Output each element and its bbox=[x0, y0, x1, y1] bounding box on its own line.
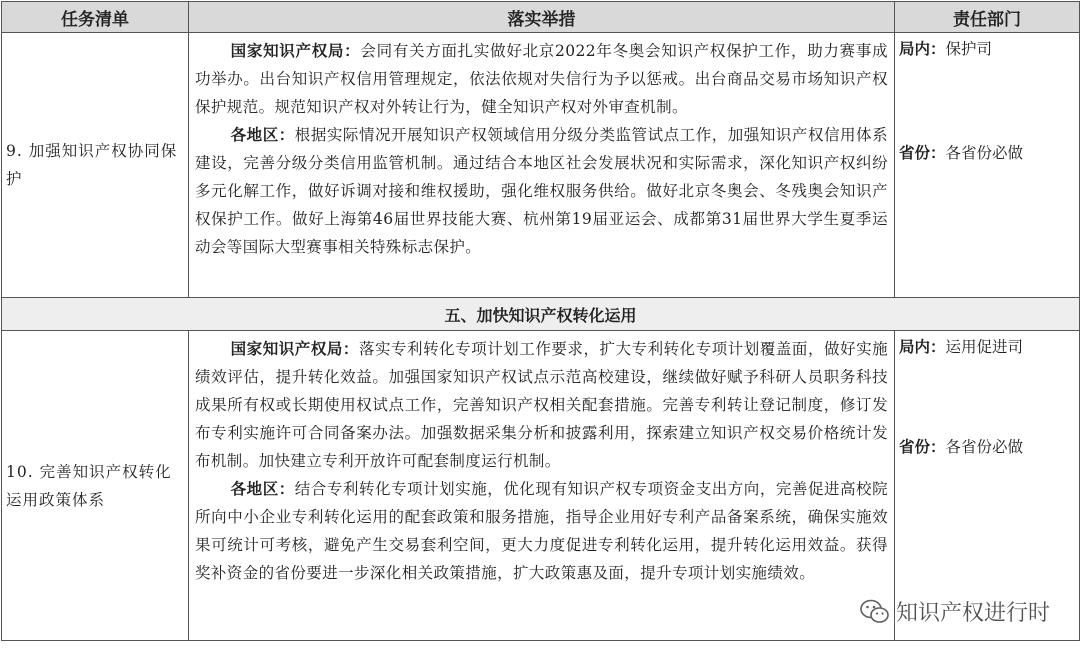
watermark bbox=[860, 596, 1050, 627]
measure-text: 结合专利转化专项计划实施，优化现有知识产权专项资金支出方向，完善促进高校院所向中小企业专利转化运用的配套政策和服务措施，指导企业用好专利产品备案系统，确保实施效果可统计可考核，避免产生交易套利空间，更大力度促进专利转化运用，提升转化运用效益。获得奖补资金的省份要进一步深化相关政策措施，扩大政策惠及面，提升专项计划实施绩效。 bbox=[195, 480, 888, 582]
table-row-10 bbox=[2, 331, 1080, 641]
measure-label: 国家知识产权局： bbox=[230, 42, 361, 60]
dept-label: 局内： bbox=[899, 40, 946, 58]
table-row-9 bbox=[2, 33, 1080, 298]
measures-cell bbox=[189, 33, 895, 298]
measure-label: 各地区： bbox=[230, 126, 295, 144]
dept-label: 省份： bbox=[899, 144, 946, 162]
section-title: 五、加快知识产权转化运用 bbox=[2, 298, 1080, 331]
dept-label: 省份： bbox=[899, 438, 946, 456]
task-table bbox=[1, 1, 1080, 641]
dept-line bbox=[899, 141, 1023, 163]
header-measures: 落实举措 bbox=[189, 2, 895, 33]
dept-value: 运用促进司 bbox=[945, 338, 1024, 356]
measure-text: 会同有关方面扎实做好北京2022年冬奥会知识产权保护工作，助力赛事成功举办。出台知识产权信用管理规定，依法依规对失信行为予以惩戒。出台商品交易市场知识产权保护规范。规范知识产权对外转让行为，健全知识产权对外审查机制。 bbox=[195, 42, 888, 116]
watermark-text: 知识产权进行时 bbox=[895, 601, 1050, 626]
task-cell: 10. 完善知识产权转化运用政策体系 bbox=[2, 331, 189, 641]
dept-line bbox=[899, 37, 992, 59]
dept-value: 保护司 bbox=[945, 40, 993, 58]
dept-value: 各省份必做 bbox=[945, 438, 1024, 456]
dept-line bbox=[899, 435, 1023, 457]
measure-paragraph bbox=[195, 335, 888, 475]
measure-text: 落实专利转化专项计划工作要求，扩大专利转化专项计划覆盖面，做好实施绩效评估，提升转化效益。加强国家知识产权试点示范高校建设，继续做好赋予科研人员职务科技成果所有权或长期使用权试点工作，完善知识产权相关配套措施。完善专利转让登记制度，修订发布专利实施许可合同备案办法。加强数据采集分析和披露利用，探索建立知识产权交易价格统计发布机制。加快建立专利开放许可配套制度运行机制。 bbox=[195, 340, 889, 470]
dept-line bbox=[899, 335, 1023, 357]
dept-cell bbox=[895, 331, 1080, 641]
measure-text: 根据实际情况开展知识产权领域信用分级分类监管试点工作，加强知识产权信用体系建设，完善分级分类信用监管机制。通过结合本地区社会发展状况和实际需求，深化知识产权纠纷多元化解工作，做好诉调对接和维权援助，强化维权服务供给。做好北京冬奥会、冬残奥会知识产权保护工作。做好上海第46届世界技能大赛、杭州第19届亚运会、成都第31届世界大学生夏季运动会等国际大型赛事相关特殊标志保护。 bbox=[195, 126, 888, 256]
measure-label: 国家知识产权局： bbox=[230, 340, 359, 358]
dept-value: 各省份必做 bbox=[945, 144, 1024, 162]
measure-paragraph bbox=[195, 121, 888, 261]
measures-cell bbox=[189, 331, 895, 641]
task-cell: 9. 加强知识产权协同保护 bbox=[2, 33, 189, 298]
header-task: 任务清单 bbox=[2, 2, 189, 33]
header-dept: 责任部门 bbox=[895, 2, 1080, 33]
dept-cell bbox=[895, 33, 1080, 298]
dept-label: 局内： bbox=[899, 338, 946, 356]
measure-paragraph bbox=[195, 475, 888, 587]
section-row bbox=[2, 298, 1080, 331]
measure-label: 各地区： bbox=[230, 480, 295, 498]
table-header-row bbox=[2, 2, 1080, 33]
wechat-icon bbox=[860, 599, 890, 625]
measure-paragraph bbox=[195, 37, 888, 121]
